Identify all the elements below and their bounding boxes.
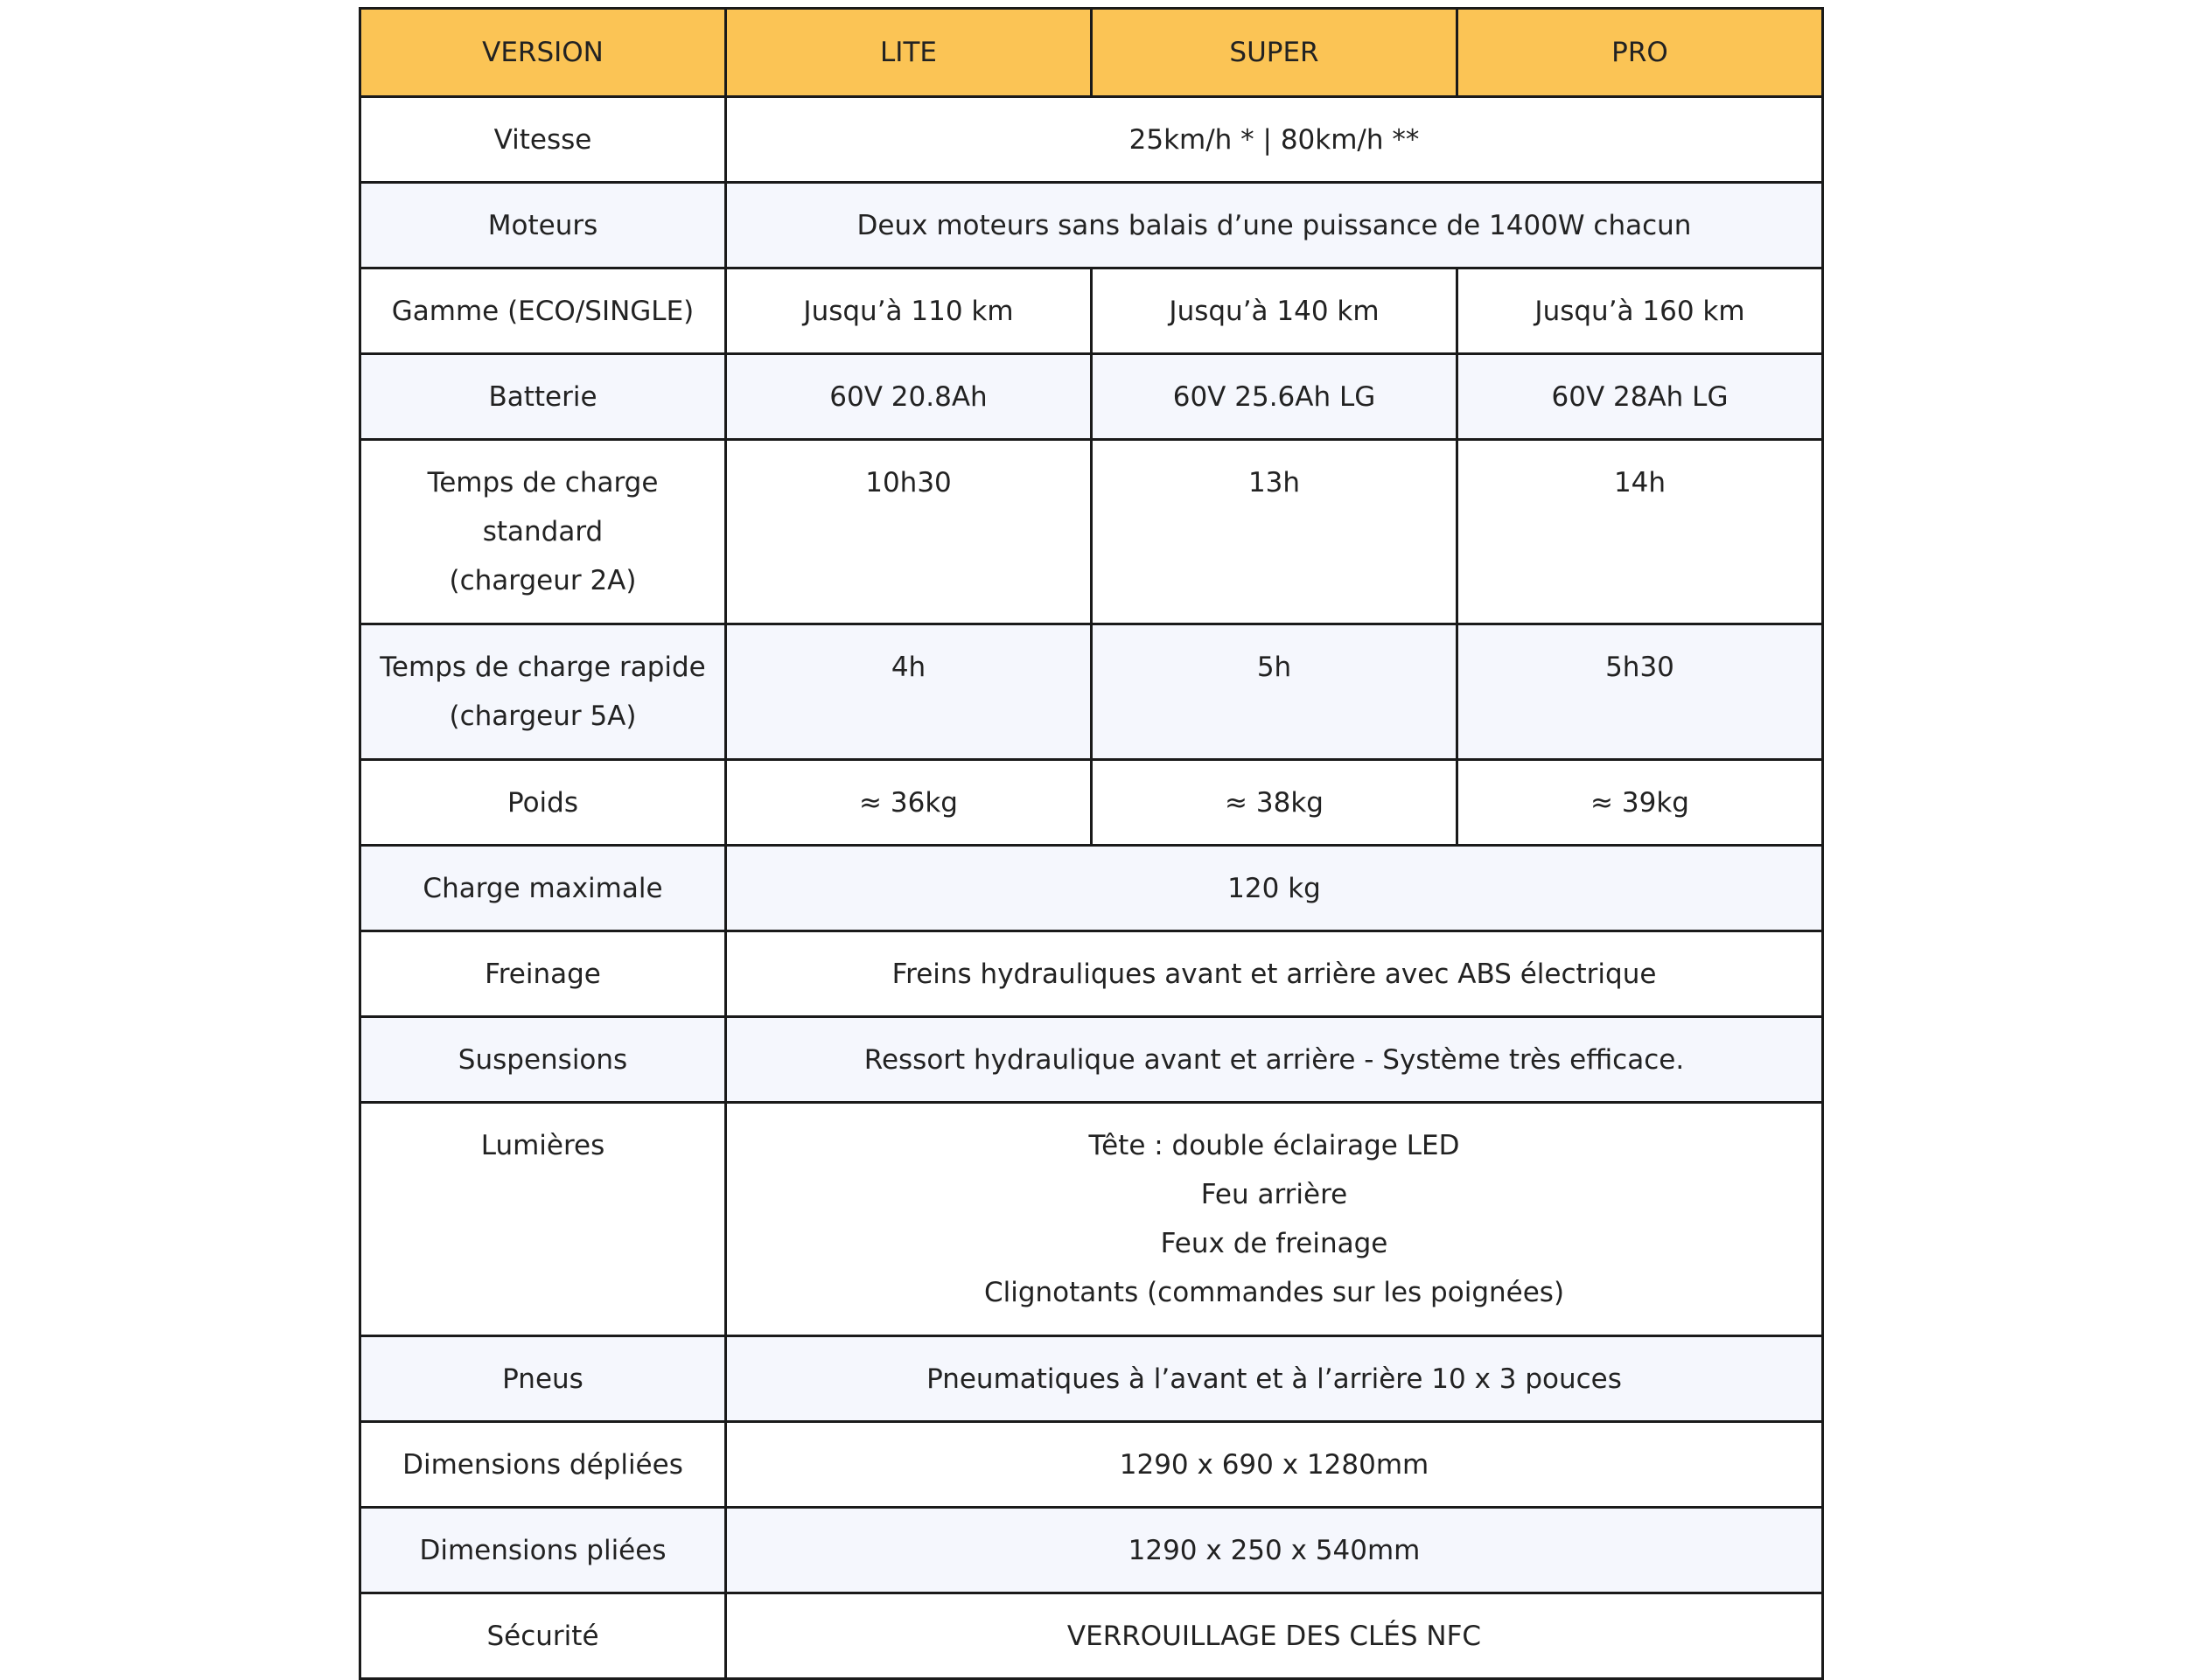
row-pneus xyxy=(360,1336,1823,1422)
cell-super: 5h xyxy=(1092,624,1457,760)
row-label: Pneus xyxy=(360,1336,726,1422)
row-charge-max xyxy=(360,846,1823,931)
label-line: Temps de charge rapide xyxy=(380,652,706,683)
row-value: Pneumatiques à l’avant et à l’arrière 10 x 3 pouces xyxy=(726,1336,1823,1422)
value-line: Feu arrière xyxy=(1200,1179,1348,1210)
row-charge-standard xyxy=(360,440,1823,624)
row-suspensions xyxy=(360,1017,1823,1103)
cell-lite: Jusqu’à 110 km xyxy=(726,268,1092,354)
row-freinage xyxy=(360,931,1823,1017)
row-label: Sécurité xyxy=(360,1593,726,1679)
cell-pro: Jusqu’à 160 km xyxy=(1457,268,1823,354)
row-value: 1290 x 250 x 540mm xyxy=(726,1508,1823,1593)
cell-super: Jusqu’à 140 km xyxy=(1092,268,1457,354)
row-label: Dimensions pliées xyxy=(360,1508,726,1593)
row-label: Moteurs xyxy=(360,183,726,268)
row-batterie xyxy=(360,354,1823,440)
label-line: (chargeur 2A) xyxy=(449,565,637,596)
row-moteurs xyxy=(360,183,1823,268)
label-line: standard xyxy=(482,516,604,547)
label-line: Temps de charge xyxy=(427,467,659,498)
value-line: Tête : double éclairage LED xyxy=(1088,1130,1460,1161)
row-value: Freins hydrauliques avant et arrière avec ABS électrique xyxy=(726,931,1823,1017)
row-poids xyxy=(360,760,1823,846)
row-label: Poids xyxy=(360,760,726,846)
row-value: VERROUILLAGE DES CLÉS NFC xyxy=(726,1593,1823,1679)
row-label: Vitesse xyxy=(360,97,726,183)
row-dim-depliees xyxy=(360,1422,1823,1508)
row-lumieres xyxy=(360,1103,1823,1336)
row-label: Lumières xyxy=(360,1103,726,1336)
cell-super: 60V 25.6Ah LG xyxy=(1092,354,1457,440)
cell-super: ≈ 38kg xyxy=(1092,760,1457,846)
cell-super: 13h xyxy=(1092,440,1457,624)
cell-lite: ≈ 36kg xyxy=(726,760,1092,846)
row-vitesse xyxy=(360,97,1823,183)
header-version: VERSION xyxy=(360,9,726,97)
cell-pro: 60V 28Ah LG xyxy=(1457,354,1823,440)
header-pro: PRO xyxy=(1457,9,1823,97)
cell-lite: 10h30 xyxy=(726,440,1092,624)
row-value: 1290 x 690 x 1280mm xyxy=(726,1422,1823,1508)
cell-pro: 5h30 xyxy=(1457,624,1823,760)
label-line: (chargeur 5A) xyxy=(449,701,637,732)
row-label: Suspensions xyxy=(360,1017,726,1103)
cell-pro: ≈ 39kg xyxy=(1457,760,1823,846)
value-line: Clignotants (commandes sur les poignées) xyxy=(983,1277,1565,1308)
row-securite xyxy=(360,1593,1823,1679)
row-charge-rapide xyxy=(360,624,1823,760)
header-super: SUPER xyxy=(1092,9,1457,97)
row-value: Ressort hydraulique avant et arrière - Système très efficace. xyxy=(726,1017,1823,1103)
cell-lite: 60V 20.8Ah xyxy=(726,354,1092,440)
row-value: Deux moteurs sans balais d’une puissance de 1400W chacun xyxy=(726,183,1823,268)
row-label: Batterie xyxy=(360,354,726,440)
row-value xyxy=(726,1103,1823,1336)
row-label: Freinage xyxy=(360,931,726,1017)
cell-lite: 4h xyxy=(726,624,1092,760)
cell-pro: 14h xyxy=(1457,440,1823,624)
row-label: Dimensions dépliées xyxy=(360,1422,726,1508)
header-lite: LITE xyxy=(726,9,1092,97)
row-value: 25km/h * | 80km/h ** xyxy=(726,97,1823,183)
row-label xyxy=(360,440,726,624)
header-row xyxy=(360,9,1823,97)
row-label: Gamme (ECO/SINGLE) xyxy=(360,268,726,354)
row-value: 120 kg xyxy=(726,846,1823,931)
row-gamme xyxy=(360,268,1823,354)
specs-table xyxy=(359,7,1824,1680)
value-line: Feux de freinage xyxy=(1160,1228,1388,1259)
row-label: Charge maximale xyxy=(360,846,726,931)
row-dim-pliees xyxy=(360,1508,1823,1593)
row-label xyxy=(360,624,726,760)
